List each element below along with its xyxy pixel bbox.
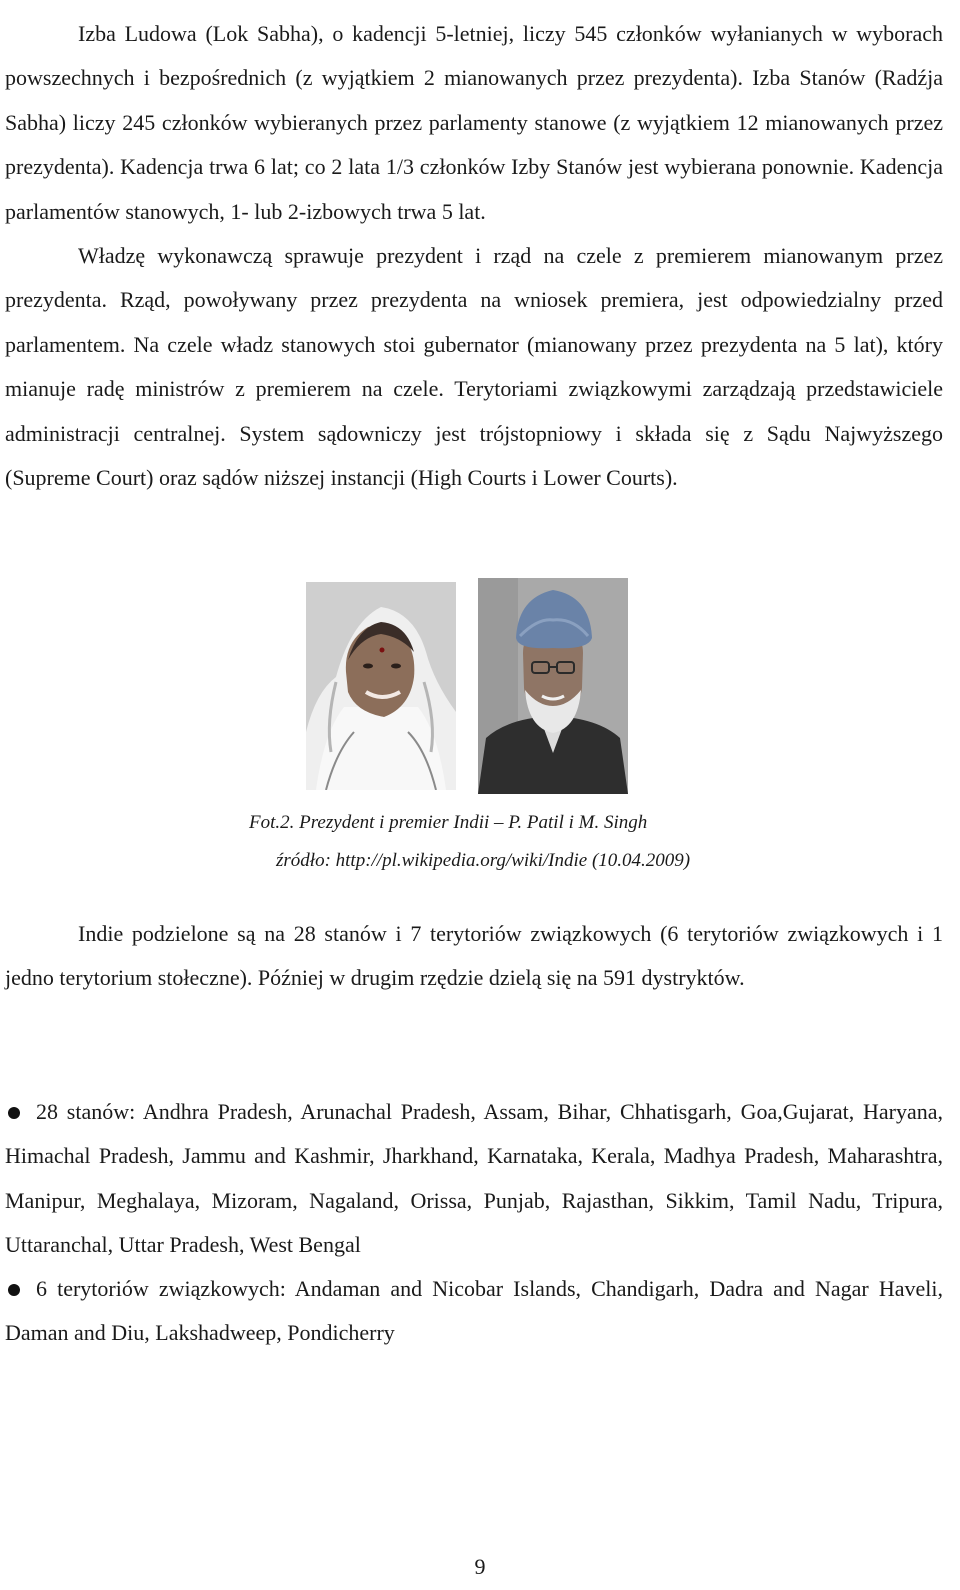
page-number: 9 — [474, 1554, 486, 1579]
paragraph-parliament: Izba Ludowa (Lok Sabha), o kadencji 5-letniej, liczy 545 członków wyłanianych w wyborach powszechnych i bezpośrednich (z wyjątkiem 2 mianowanych przez prezydenta). Izba Stanów (Radźja Sabha) liczy 245 członków wybieranych przez parlamenty stanowe (z wyjątkiem 12 mianowanych przez prezydenta). Kadencja trwa 6 lat; co 2 lata 1/3 członków Izby Stanów jest wybierana ponownie. Kadencja parlamentów stanowych, 1- lub 2-izbowych trwa 5 lat. — [5, 21, 943, 224]
figure-caption: Fot.2. Prezydent i premier Indii – P. Patil i M. Singh — [249, 812, 648, 833]
bullet-list-item-territories — [5, 1267, 943, 1356]
photo-figure — [0, 578, 960, 798]
bullet-icon — [8, 1284, 20, 1296]
bullet-list-item-states — [5, 1090, 943, 1268]
photo-prime-minister-singh — [478, 578, 628, 794]
paragraph-executive: Władzę wykonawczą sprawuje prezydent i rząd na czele z premierem mianowanym przez prezydenta. Rząd, powoływany przez prezydenta na wniosek premiera, jest odpowiedzialny przed parlamentem. Na czele władz stanowych stoi gubernator (mianowany przez prezydenta na 5 lat), który mianuje radę ministrów z premierem na czele. Terytoriami związkowymi zarządzają przedstawiciele administracji centralnej. System sądowniczy jest trójstopniowy i składa się z Sądu Najwyższego (Supreme Court) oraz sądów niższej instancji (High Courts i Lower Courts). — [5, 243, 943, 491]
bullet-icon — [8, 1107, 20, 1119]
bullet-text-territories: 6 terytoriów związkowych: Andaman and Nicobar Islands, Chandigarh, Dadra and Nagar Haveli, Daman and Diu, Lakshadweep, Pondicherry — [5, 1276, 943, 1346]
photo-president-patil — [306, 582, 456, 790]
bullet-text-states: 28 stanów: Andhra Pradesh, Arunachal Pradesh, Assam, Bihar, Chhatisgarh, Goa,Gujarat, Haryana, Himachal Pradesh, Jammu and Kashmir, Jharkhand, Karnataka, Kerala, Madhya Pradesh, Maharashtra, Manipur, Meghalaya, Mizoram, Nagaland, Orissa, Punjab, Rajasthan, Sikkim, Tamil Nadu, Tripura, Uttaranchal, Uttar Pradesh, West Bengal — [5, 1099, 943, 1258]
paragraph-divisions: Indie podzielone są na 28 stanów i 7 terytoriów związkowych (6 terytoriów związkowych i 1 jedno terytorium stołeczne). Później w drugim rzędzie dzielą się na 591 dystryktów. — [5, 921, 943, 991]
figure-source: źródło: http://pl.wikipedia.org/wiki/Indie (10.04.2009) — [276, 850, 691, 871]
